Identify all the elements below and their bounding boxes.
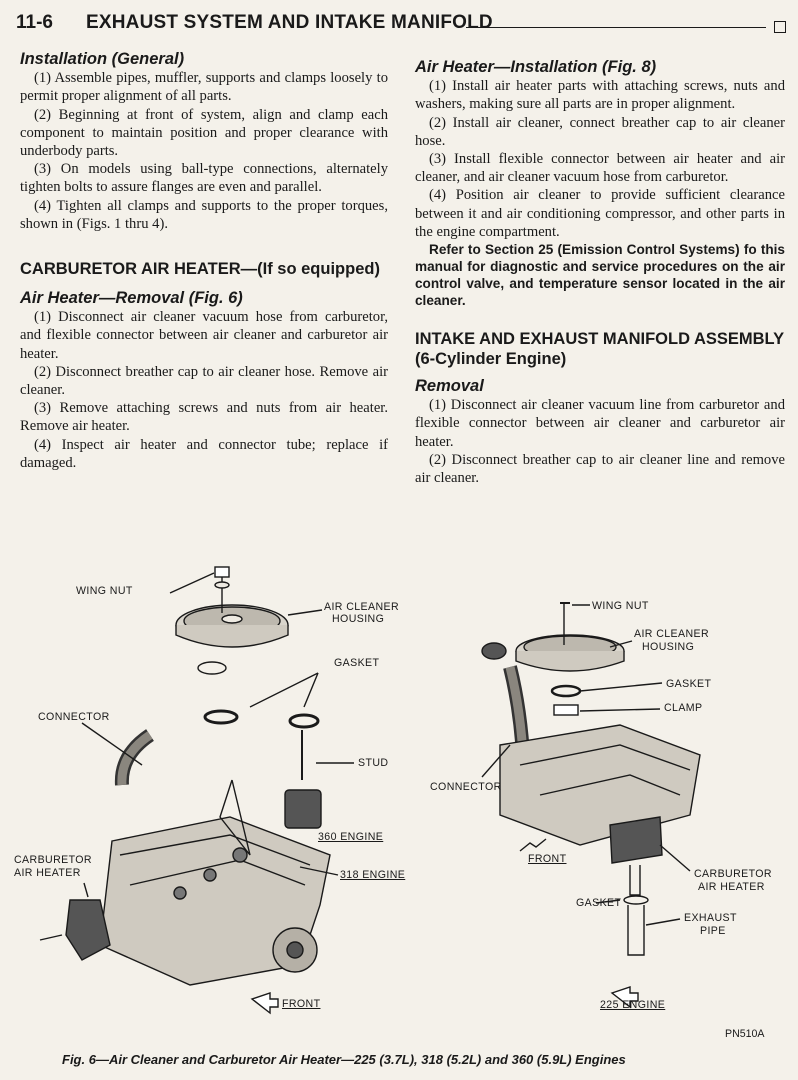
- label-front-left: FRONT: [282, 998, 321, 1010]
- left-gasket-1: [198, 662, 226, 674]
- right-carb-heater: [610, 817, 662, 863]
- header-rule: [466, 27, 766, 28]
- label-front-right: FRONT: [528, 853, 567, 865]
- label-clamp-right: CLAMP: [664, 702, 703, 714]
- intake-removal-step: (2) Disconnect breather cap to air cleaner line and remove air cleaner.: [415, 451, 785, 487]
- label-gasket: GASKET: [334, 657, 380, 669]
- label-air-cleaner-right-2: HOUSING: [642, 641, 695, 653]
- install-step: (3) Install flexible connector between air heater and air cleaner, and air cleaner vacuum hose from carburetor.: [415, 151, 785, 186]
- label-carb-heater-right-2: AIR HEATER: [698, 881, 765, 893]
- installation-step: (2) Beginning at front of system, align and clamp each component to maintain position and proper clearance with underbody parts.: [20, 106, 388, 160]
- label-225-engine: 225 ENGINE: [600, 999, 666, 1011]
- label-connector-right: CONNECTOR: [430, 781, 502, 793]
- emission-note: Refer to Section 25 (Emission Control Systems) fo this manual for diagnostic and service procedures on the air control valve, and temperature sensor located in the air cleaner.: [415, 242, 785, 309]
- right-engine-block: [500, 725, 700, 845]
- left-gasket-3: [290, 715, 318, 727]
- page-header: [14, 10, 784, 38]
- left-gasket-2: [205, 711, 237, 723]
- removal-heading: Air Heater—Removal (Fig. 6): [20, 289, 243, 308]
- right-clamp: [554, 705, 578, 715]
- install-step: (1) Install air heater parts with attaching screws, nuts and washers, making sure all parts are in proper alignment.: [415, 78, 785, 113]
- figure-illustration: [0, 555, 798, 1025]
- figure-caption: Fig. 6—Air Cleaner and Carburetor Air Heater—225 (3.7L), 318 (5.2L) and 360 (5.9L) Engines: [62, 1052, 626, 1067]
- label-stud: STUD: [358, 757, 389, 769]
- intake-removal-step: (1) Disconnect air cleaner vacuum line from carburetor and flexible connector between air cleaner and carburetor air heater.: [415, 397, 785, 450]
- right-gasket: [552, 686, 580, 696]
- page-title: EXHAUST SYSTEM AND INTAKE MANIFOLD: [86, 12, 493, 33]
- intake-heading: INTAKE AND EXHAUST MANIFOLD ASSEMBLY (6-Cylinder Engine): [415, 330, 784, 369]
- label-gasket-lower-right: GASKET: [576, 897, 622, 909]
- label-wing-nut: WING NUT: [76, 585, 133, 597]
- page-number: 11-6: [16, 12, 53, 33]
- label-connector: CONNECTOR: [38, 711, 110, 723]
- right-air-cleaner-housing: [482, 635, 624, 671]
- label-carb-heater-1: CARBURETOR: [14, 854, 92, 866]
- install-heading: Air Heater—Installation (Fig. 8): [415, 58, 657, 76]
- installation-step: (1) Assemble pipes, muffler, supports and clamps loosely to permit proper alignment of all parts.: [20, 70, 388, 105]
- label-wing-nut-right: WING NUT: [592, 600, 649, 612]
- label-exhaust-1: EXHAUST: [684, 912, 737, 924]
- left-carb-heater: [66, 900, 110, 960]
- removal-step: (1) Disconnect air cleaner vacuum hose from carburetor, and flexible connector between air cleaner and carburetor air heater.: [20, 309, 388, 362]
- corner-box-icon: [774, 21, 786, 33]
- right-exhaust-pipe: [628, 905, 644, 955]
- figure-6: [0, 555, 798, 1025]
- removal-step: (4) Inspect air heater and connector tube; replace if damaged.: [20, 436, 388, 471]
- right-column: [415, 50, 785, 487]
- installation-step: (4) Tighten all clamps and supports to the proper torques, shown in (Figs. 1 thru 4).: [20, 197, 388, 232]
- figure-code: PN510A: [725, 1028, 765, 1040]
- carb-heater-heading: CARBURETOR AIR HEATER—(If so equipped): [20, 260, 380, 279]
- install-step: (2) Install air cleaner, connect breather cap to air cleaner hose.: [415, 114, 785, 149]
- right-front-arrow-icon: [520, 839, 546, 851]
- label-air-cleaner-right-1: AIR CLEANER: [634, 628, 710, 640]
- intake-removal-heading: Removal: [415, 377, 484, 396]
- label-carb-heater-right-1: CARBURETOR: [694, 868, 772, 880]
- label-exhaust-2: PIPE: [700, 925, 726, 937]
- label-carb-heater-2: AIR HEATER: [14, 867, 81, 879]
- installation-heading: Installation (General): [20, 50, 185, 68]
- label-air-cleaner-1: AIR CLEANER: [324, 601, 400, 613]
- label-gasket-right: GASKET: [666, 678, 712, 690]
- removal-step: (2) Disconnect breather cap to air cleaner hose. Remove air cleaner.: [20, 363, 388, 399]
- left-front-arrow-icon: [252, 993, 278, 1013]
- install-step: (4) Position air cleaner to provide sufficient clearance between it and air conditioning compressor, and other parts in the engine compartment.: [415, 187, 785, 240]
- label-air-cleaner-2: HOUSING: [332, 613, 385, 625]
- removal-step: (3) Remove attaching screws and nuts from air heater. Remove air heater.: [20, 400, 388, 435]
- label-318-engine: 318 ENGINE: [340, 869, 406, 881]
- left-column: [20, 50, 388, 472]
- left-air-cleaner-housing: [176, 605, 288, 647]
- installation-step: (3) On models using ball-type connections, alternately tighten bolts to assure flanges are even and parallel.: [20, 161, 388, 196]
- label-360-engine: 360 ENGINE: [318, 831, 384, 843]
